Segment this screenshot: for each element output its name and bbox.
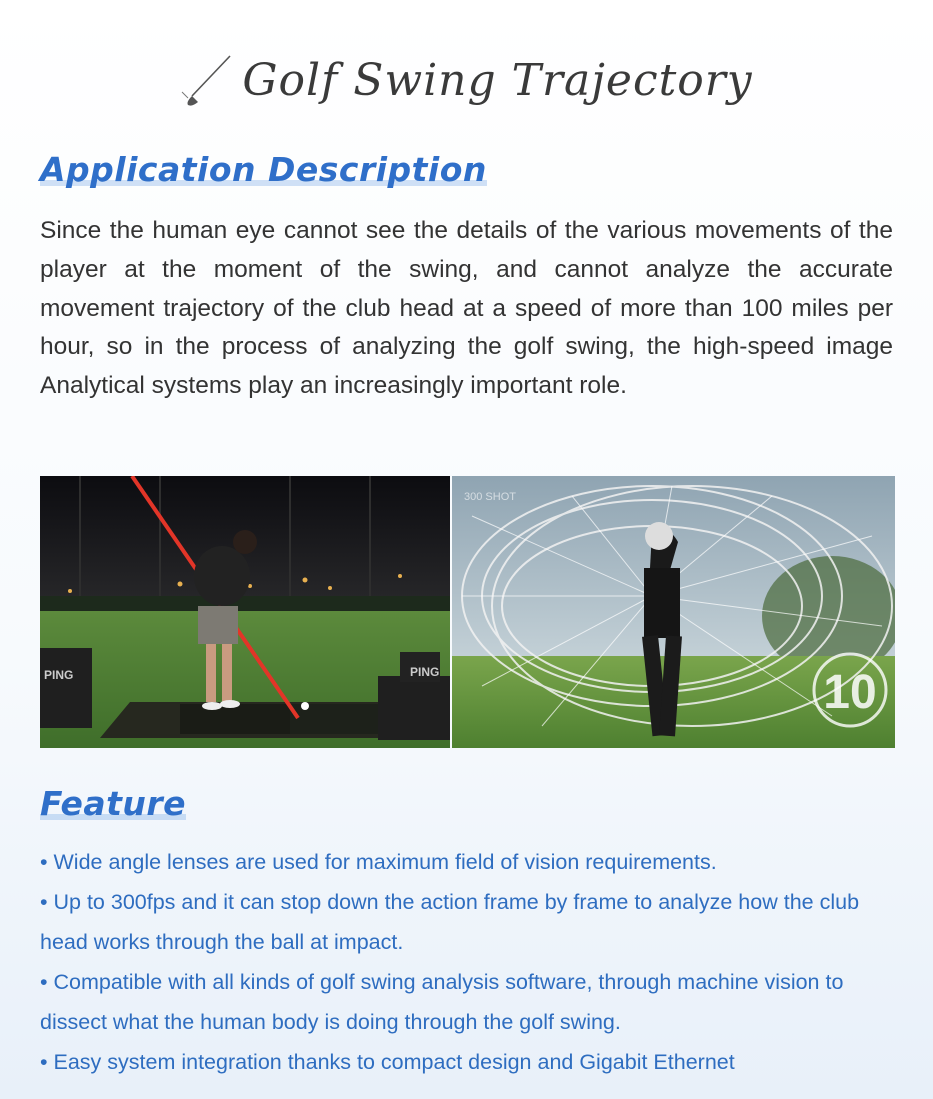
feature-list [40, 842, 900, 1082]
feature-item: • Wide angle lenses are used for maximum field of vision requirements. [40, 850, 717, 874]
application-heading: Application Description [40, 150, 487, 189]
feature-item: • Up to 300fps and it can stop down the action frame by frame to analyze how the club head works through the ball at impact. [40, 890, 860, 954]
watermark-text: 300 SHOT [464, 491, 516, 503]
page-title: Golf Swing Trajectory [242, 54, 753, 106]
feature-item: • Compatible with all kinds of golf swing analysis software, through machine vision to dissect what the human body is doing through the golf swing. [40, 970, 844, 1034]
counter-text: 10 [823, 666, 877, 719]
title-row [0, 40, 933, 120]
application-description: Since the human eye cannot see the details of the various movements of the player at the moment of the swing, and cannot analyze the accurate movement trajectory of the club head at a speed of more than 100 miles per hour, so in the process of analyzing the golf swing, the high-speed image Analytical systems play an increasingly important role. [40, 217, 893, 400]
feature-heading: Feature [40, 784, 187, 823]
swing-trajectory-photo [452, 476, 895, 748]
photo-strip [40, 476, 895, 748]
ping-sign-left: PING [44, 668, 74, 682]
feature-item: • Easy system integration thanks to compact design and Gigabit Ethernet [40, 1050, 735, 1074]
driving-range-photo [40, 476, 450, 748]
golf-club-icon [180, 52, 236, 108]
ping-sign-right: PING [410, 665, 440, 679]
